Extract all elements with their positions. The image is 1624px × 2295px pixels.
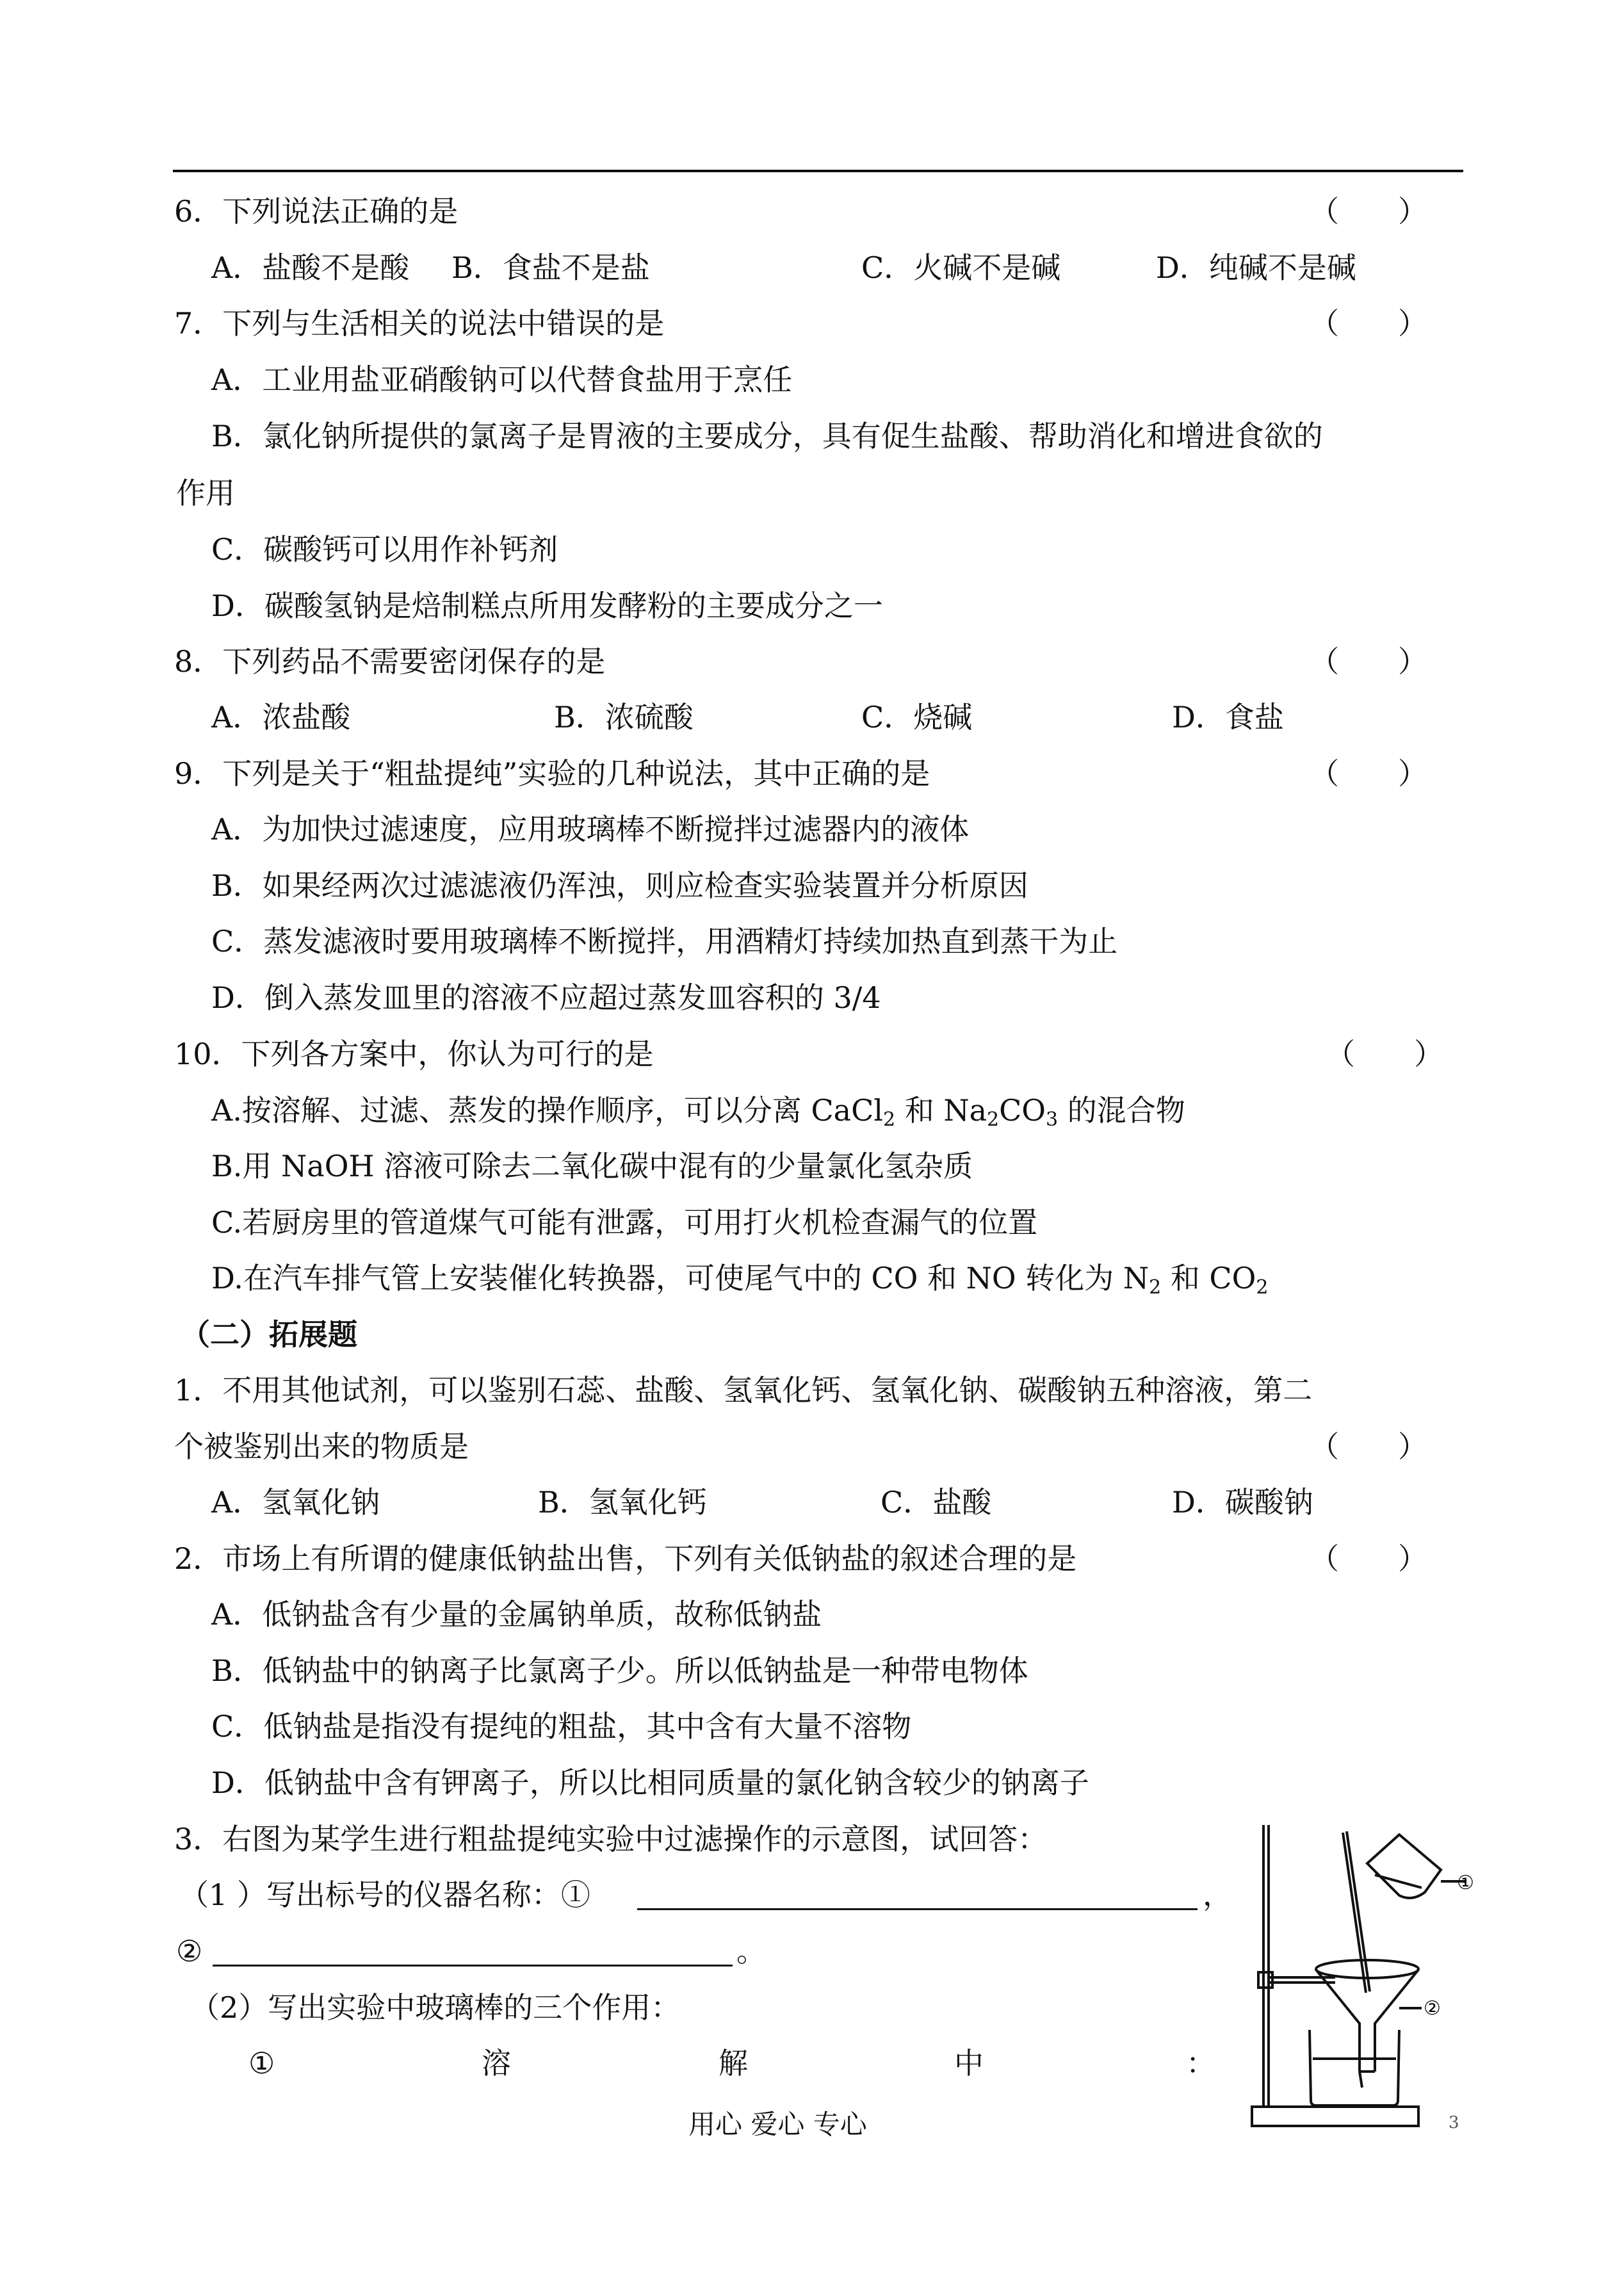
q7-stem: 7．下列与生活相关的说法中错误的是: [174, 306, 665, 341]
e2-option-b: B．低钠盐中的钠离子比氯离子少。所以低钠盐是一种带电物体: [211, 1653, 1028, 1688]
q7-option-a: A．工业用盐亚硝酸钠可以代替食盐用于烹任: [211, 362, 793, 397]
q10-option-b: B.用 NaOH 溶液可除去二氧化碳中混有的少量氯化氢杂质: [211, 1149, 973, 1183]
q9-option-b: B．如果经两次过滤滤液仍浑浊，则应检查实验装置并分析原因: [211, 868, 1028, 903]
page-number: 3: [1449, 2113, 1459, 2132]
page-footer: 用心 爱心 专心: [688, 2109, 867, 2140]
e1-option-c: C．盐酸: [881, 1485, 992, 1520]
q7-answer-bracket: （ ）: [1310, 306, 1427, 341]
pouring-beaker: [1367, 1835, 1441, 1898]
q7-option-b-line1: B．氯化钠所提供的氯离子是胃液的主要成分，具有促生盐酸、帮助消化和增进食欲的: [211, 419, 1323, 453]
e2-option-a: A．低钠盐含有少量的金属钠单质，故称低钠盐: [211, 1597, 822, 1632]
q10-option-d: D.在汽车排气管上安装催化转换器，可使尾气中的 CO 和 NO 转化为 $N_2$ 和 $CO_2$: [211, 1261, 1269, 1299]
q10-stem: 10．下列各方案中，你认为可行的是: [174, 1037, 654, 1071]
q9-answer-bracket: （ ）: [1310, 756, 1427, 791]
q10-option-c: C.若厨房里的管道煤气可能有泄露，可用打火机检查漏气的位置: [211, 1205, 1038, 1240]
e3-blank-2[interactable]: [213, 1965, 733, 1967]
q8-option-c: C．烧碱: [861, 700, 973, 734]
q7-option-d: D．碳酸氢钠是焙制糕点所用发酵粉的主要成分之一: [211, 588, 883, 623]
e2-answer-bracket: （ ）: [1310, 1541, 1427, 1576]
q8-option-a: A．浓盐酸: [211, 700, 351, 734]
q7-option-c: C．碳酸钙可以用作补钙剂: [211, 532, 558, 567]
q8-option-d: D．食盐: [1172, 700, 1284, 734]
q6-option-a: A．盐酸不是酸: [211, 250, 410, 285]
q8-answer-bracket: （ ）: [1310, 644, 1427, 679]
e3-stem: 3．右图为某学生进行粗盐提纯实验中过滤操作的示意图，试回答：: [174, 1822, 1048, 1856]
header-rule: [173, 170, 1463, 172]
e3-part1-comma: ，: [1203, 1877, 1232, 1912]
e1-answer-bracket: （ ）: [1310, 1429, 1427, 1464]
q6-option-c: C．火碱不是碱: [861, 250, 1061, 285]
q10-answer-bracket: （ ）: [1326, 1037, 1443, 1071]
q8-option-b: B．浓硫酸: [554, 700, 694, 734]
e1-option-b: B．氢氧化钙: [538, 1485, 707, 1520]
e2-stem: 2．市场上有所谓的健康低钠盐出售，下列有关低钠盐的叙述合理的是: [174, 1541, 1077, 1576]
stand-base: [1252, 2107, 1418, 2126]
filtration-apparatus-figure: [1239, 1819, 1482, 2171]
q10-option-a: A.按溶解、过滤、蒸发的操作顺序，可以分离 CaCl$_2$ 和 $Na_2CO_3$ 的混合物: [211, 1093, 1185, 1131]
figure-label-2: ②: [1424, 1997, 1441, 2020]
e3-blank-1[interactable]: [637, 1908, 1198, 1910]
e3-part1-end: 。: [736, 1934, 766, 1968]
e2-option-d: D．低钠盐中含有钾离子，所以比相同质量的氯化钠含较少的钠离子: [211, 1765, 1089, 1800]
q6-stem: 6．下列说法正确的是: [174, 194, 459, 229]
receiving-beaker: [1310, 2030, 1399, 2105]
e2-option-c: C．低钠盐是指没有提纯的粗盐，其中含有大量不溶物: [211, 1709, 912, 1744]
e1-stem-line2: 个被鉴别出来的物质是: [174, 1429, 469, 1464]
e3-part1-label: （1 ）写出标号的仪器名称：①: [179, 1877, 590, 1912]
q9-option-d: D．倒入蒸发皿里的溶液不应超过蒸发皿容积的 3/4: [211, 980, 881, 1015]
e3-part2-char-zhong: 中: [954, 2046, 984, 2080]
e3-part2-char-jie: 解: [719, 2046, 748, 2080]
e3-part2-item1-marker: ①: [248, 2046, 275, 2080]
q8-stem: 8．下列药品不需要密闭保存的是: [174, 644, 606, 679]
e1-option-a: A．氢氧化钠: [211, 1485, 380, 1520]
e1-stem-line1: 1．不用其他试剂，可以鉴别石蕊、盐酸、氢氧化钙、氢氧化钠、碳酸钠五种溶液，第二: [174, 1373, 1313, 1407]
q6-option-d: D．纯碱不是碱: [1156, 250, 1356, 285]
e3-part2-colon: ：: [1186, 2046, 1215, 2080]
section-heading: （二）拓展题: [181, 1317, 357, 1352]
e1-option-d: D．碳酸钠: [1172, 1485, 1313, 1520]
q9-option-a: A．为加快过滤速度，应用玻璃棒不断搅拌过滤器内的液体: [211, 812, 970, 847]
glass-rod: [1347, 1831, 1370, 1991]
q7-option-b-line2: 作用: [176, 476, 235, 510]
q9-option-c: C．蒸发滤液时要用玻璃棒不断搅拌，用酒精灯持续加热直到蒸干为止: [211, 924, 1118, 959]
q9-stem: 9．下列是关于“粗盐提纯”实验的几种说法，其中正确的是: [174, 756, 930, 791]
e3-part1-second-marker: ②: [176, 1934, 203, 1968]
figure-label-1: ①: [1457, 1872, 1474, 1894]
e3-part2-label: （2）写出实验中玻璃棒的三个作用：: [190, 1990, 681, 2025]
e3-part2-char-rong: 溶: [482, 2046, 511, 2080]
q6-answer-bracket: （ ）: [1310, 194, 1427, 229]
q6-option-b: B．食盐不是盐: [451, 250, 650, 285]
